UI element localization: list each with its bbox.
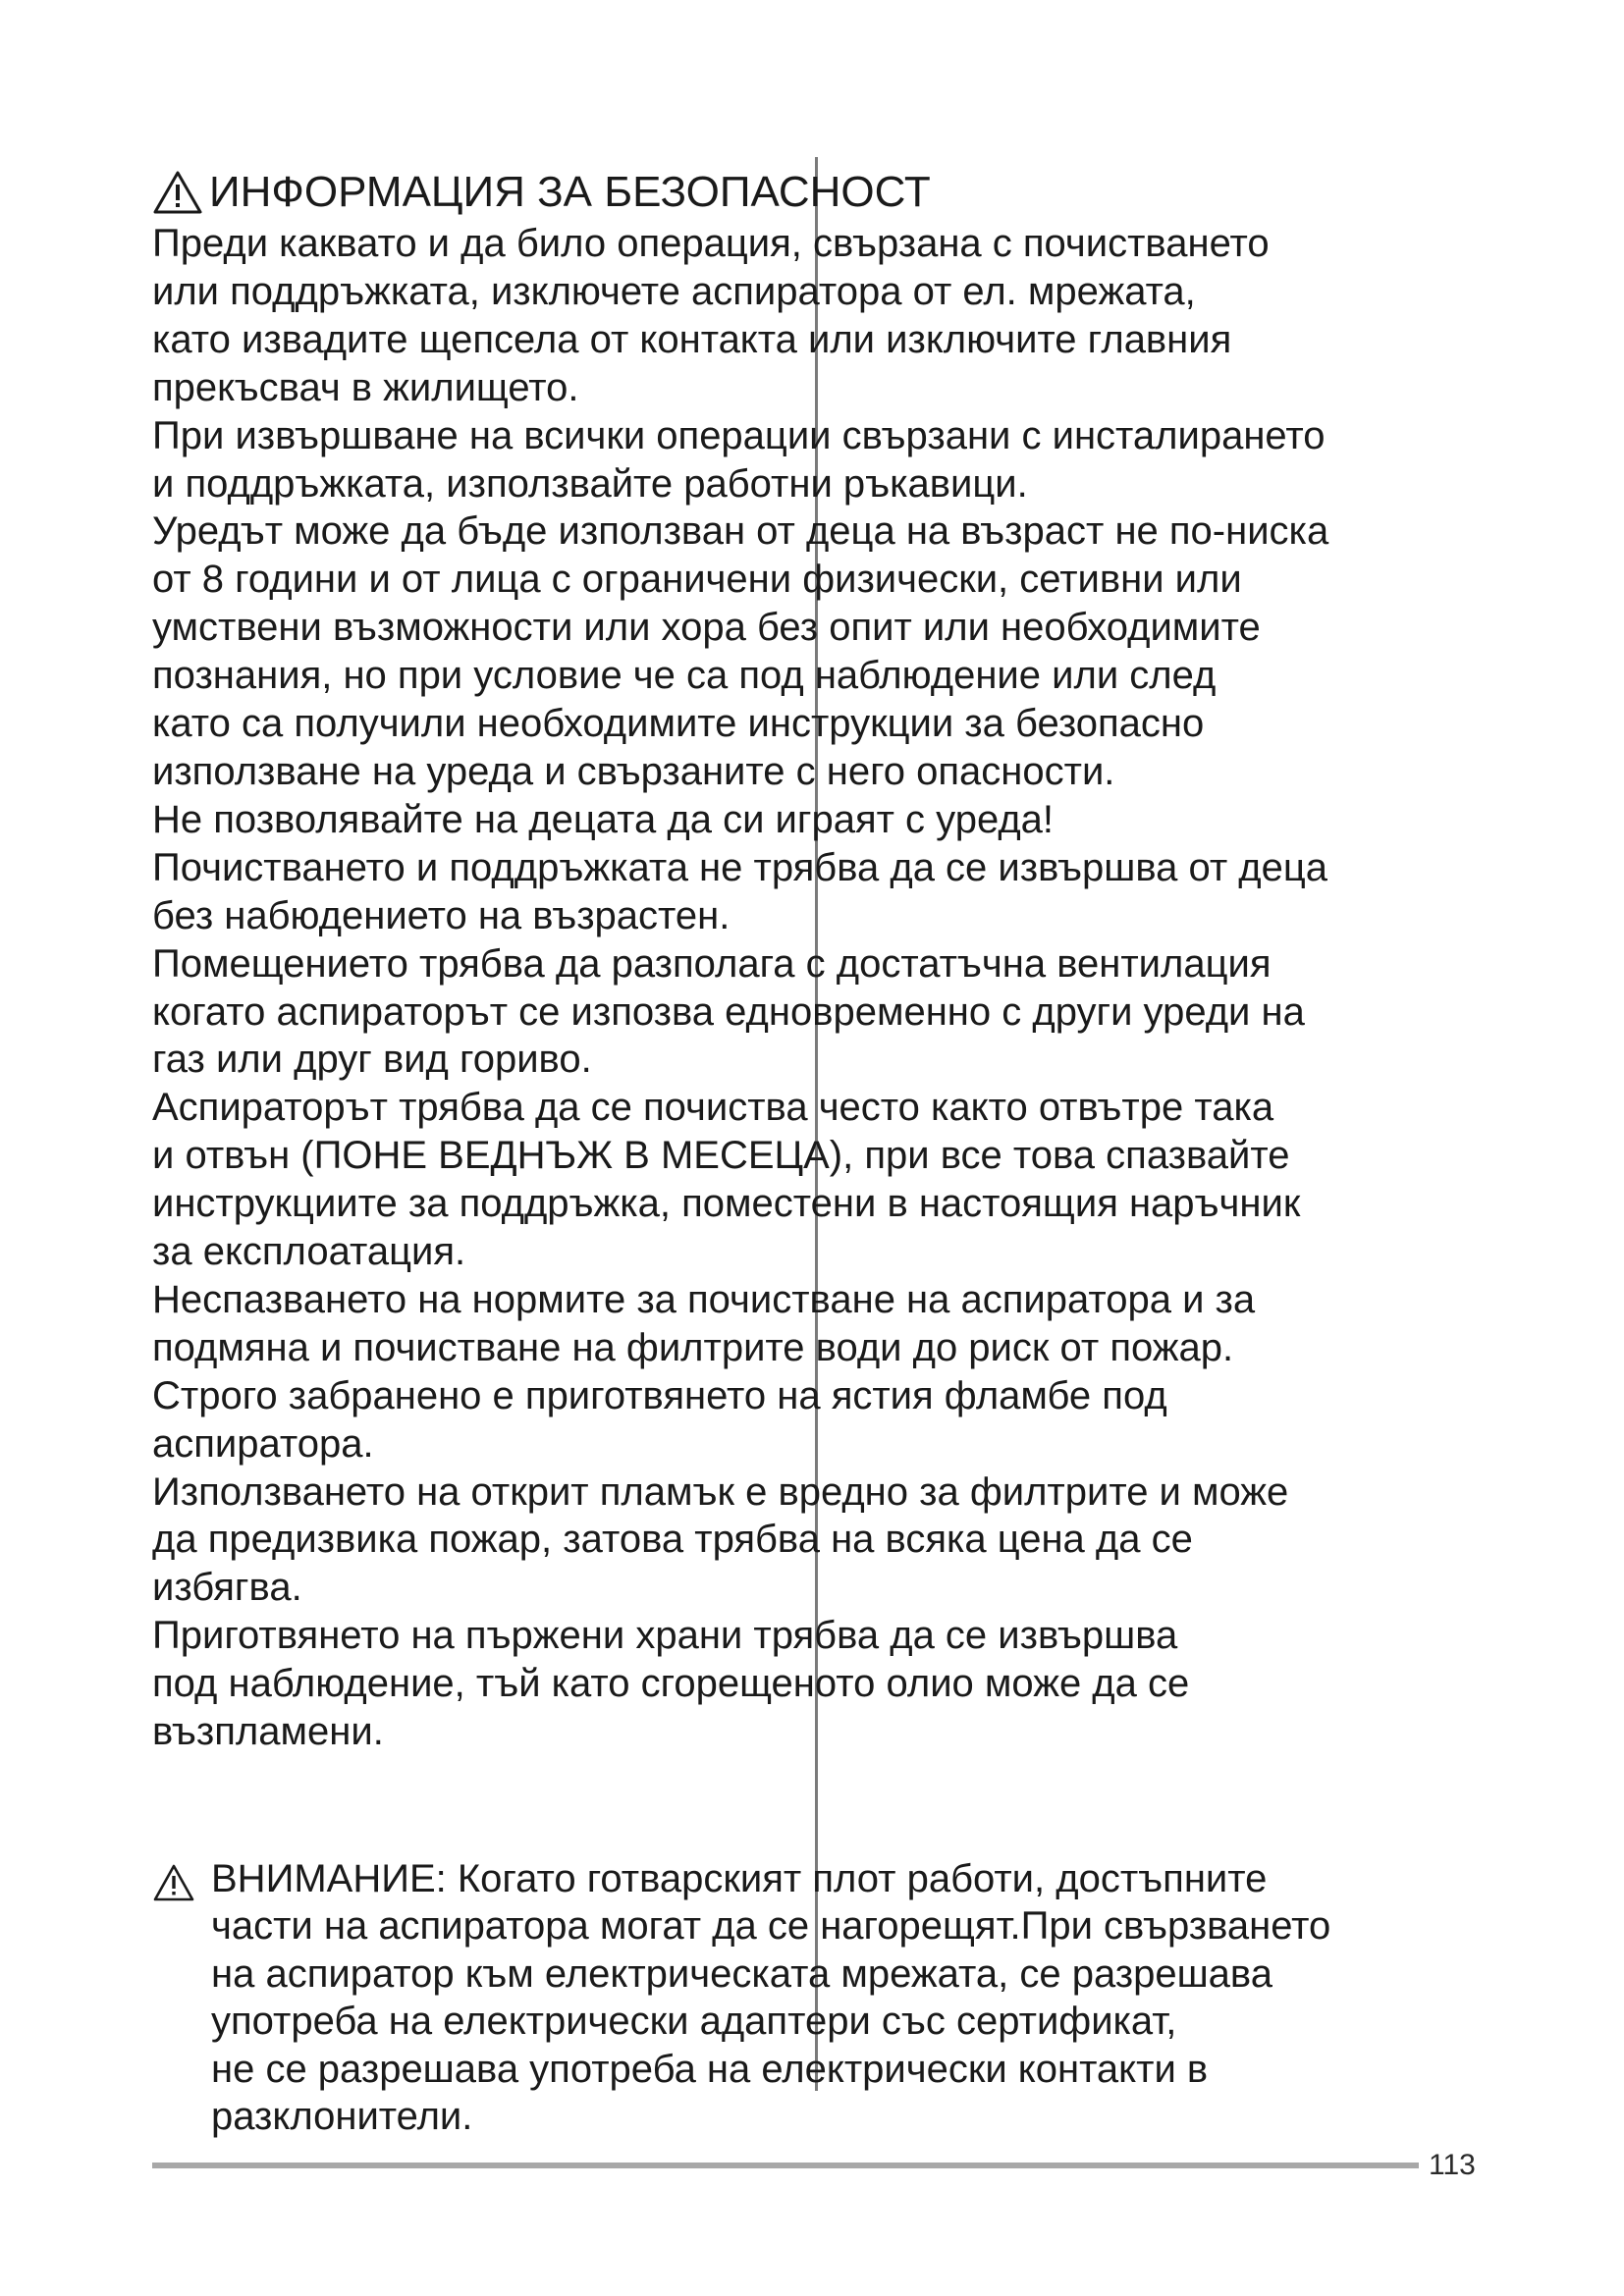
text-line: за експлоатация. <box>152 1230 466 1274</box>
text-line: и отвън (ПОНЕ ВЕДНЪЖ В МЕСЕЦА), при все това спазвайте <box>152 1134 1290 1178</box>
text-line: Помещението трябва да разполага с достатъчна вентилация <box>152 941 1272 986</box>
warning-line: употреба на електрически адаптери със сертификат, <box>211 2000 1177 2044</box>
section-heading-text: ИНФОРМАЦИЯ ЗА БЕЗОПАСНОСТ <box>209 168 931 216</box>
text-line: или поддръжката, изключете аспиратора от ел. мрежата, <box>152 269 1196 313</box>
text-line: Преди каквато и да било операция, свързана с почистването <box>152 222 1270 265</box>
text-line: познания, но при условие че са под наблюдение или след <box>152 654 1217 698</box>
text-line: При извършване на всички операции свързани с инсталирането <box>152 413 1326 457</box>
safety-text <box>152 220 1488 1756</box>
warning-line: на аспиратор към електрическата мрежата, се разрешава <box>211 1951 1272 1996</box>
text-line: аспиратора. <box>152 1421 374 1466</box>
text-line: като са получили необходимите инструкции за безопасно <box>152 702 1205 746</box>
text-line: използване на уреда и свързаните с него опасности. <box>152 749 1115 793</box>
text-line: възпламени. <box>152 1710 384 1754</box>
text-line: прекъсвач в жилището. <box>152 365 579 409</box>
text-line: без набюдението на възрастен. <box>152 893 731 937</box>
footer-rule <box>152 2163 1419 2168</box>
text-line: подмяна и почистване на филтрите води до риск от пожар. <box>152 1325 1234 1369</box>
text-line: под наблюдение, тъй като сгорещеното олио може да се <box>152 1662 1190 1706</box>
text-line: Аспираторът трябва да се почиства често както отвътре така <box>152 1086 1274 1130</box>
text-line: Не позволявайте на децата да си играят с уреда! <box>152 797 1055 841</box>
text-line: Неспазването на нормите за почистване на аспиратора и за <box>152 1277 1256 1321</box>
text-line: да предизвика пожар, затова трябва на всяка цена да се <box>152 1518 1193 1562</box>
text-line: когато аспираторът се изпозва едновременно с други уреди на <box>152 989 1305 1034</box>
text-line: Почистването и поддръжката не трябва да се извършва от деца <box>152 845 1328 889</box>
section-heading <box>152 167 931 218</box>
text-line: Уредът може да бъде използван от деца на възраст не по-ниска <box>152 509 1329 554</box>
warning-notice <box>152 1855 1488 2140</box>
page-number: 113 <box>1429 2149 1476 2181</box>
text-line: избягва. <box>152 1566 302 1610</box>
warning-line: не се разрешава употреба на електрически контакти в <box>211 2047 1209 2091</box>
text-line: от 8 години и от лица с ограничени физически, сетивни или <box>152 558 1242 602</box>
warning-text <box>211 1855 1488 2140</box>
warning-triangle-icon <box>152 1863 195 1902</box>
text-line: инструкциите за поддръжка, поместени в настоящия наръчник <box>152 1182 1301 1226</box>
text-line: Приготвянето на пържени храни трябва да се извършва <box>152 1614 1178 1658</box>
text-line: Строго забранено е приготвянето на ястия фламбе под <box>152 1373 1167 1417</box>
text-line: газ или друг вид гориво. <box>152 1038 592 1082</box>
warning-line: разклонители. <box>211 2095 473 2139</box>
warning-triangle-icon <box>152 170 203 215</box>
text-line: Използването на открит пламък е вредно за филтрите и може <box>152 1469 1289 1514</box>
text-line: и поддръжката, използвайте работни ръкавици. <box>152 461 1028 506</box>
warning-line: ВНИМАНИЕ: Когато готварският плот работи, достъпните <box>211 1857 1268 1900</box>
warning-line: части на аспиратора могат да се нагорещят.При свързването <box>211 1904 1331 1949</box>
text-line: като извадите щепсела от контакта или изключите главния <box>152 317 1232 361</box>
text-line: умствени възможности или хора без опит или необходимите <box>152 606 1261 650</box>
